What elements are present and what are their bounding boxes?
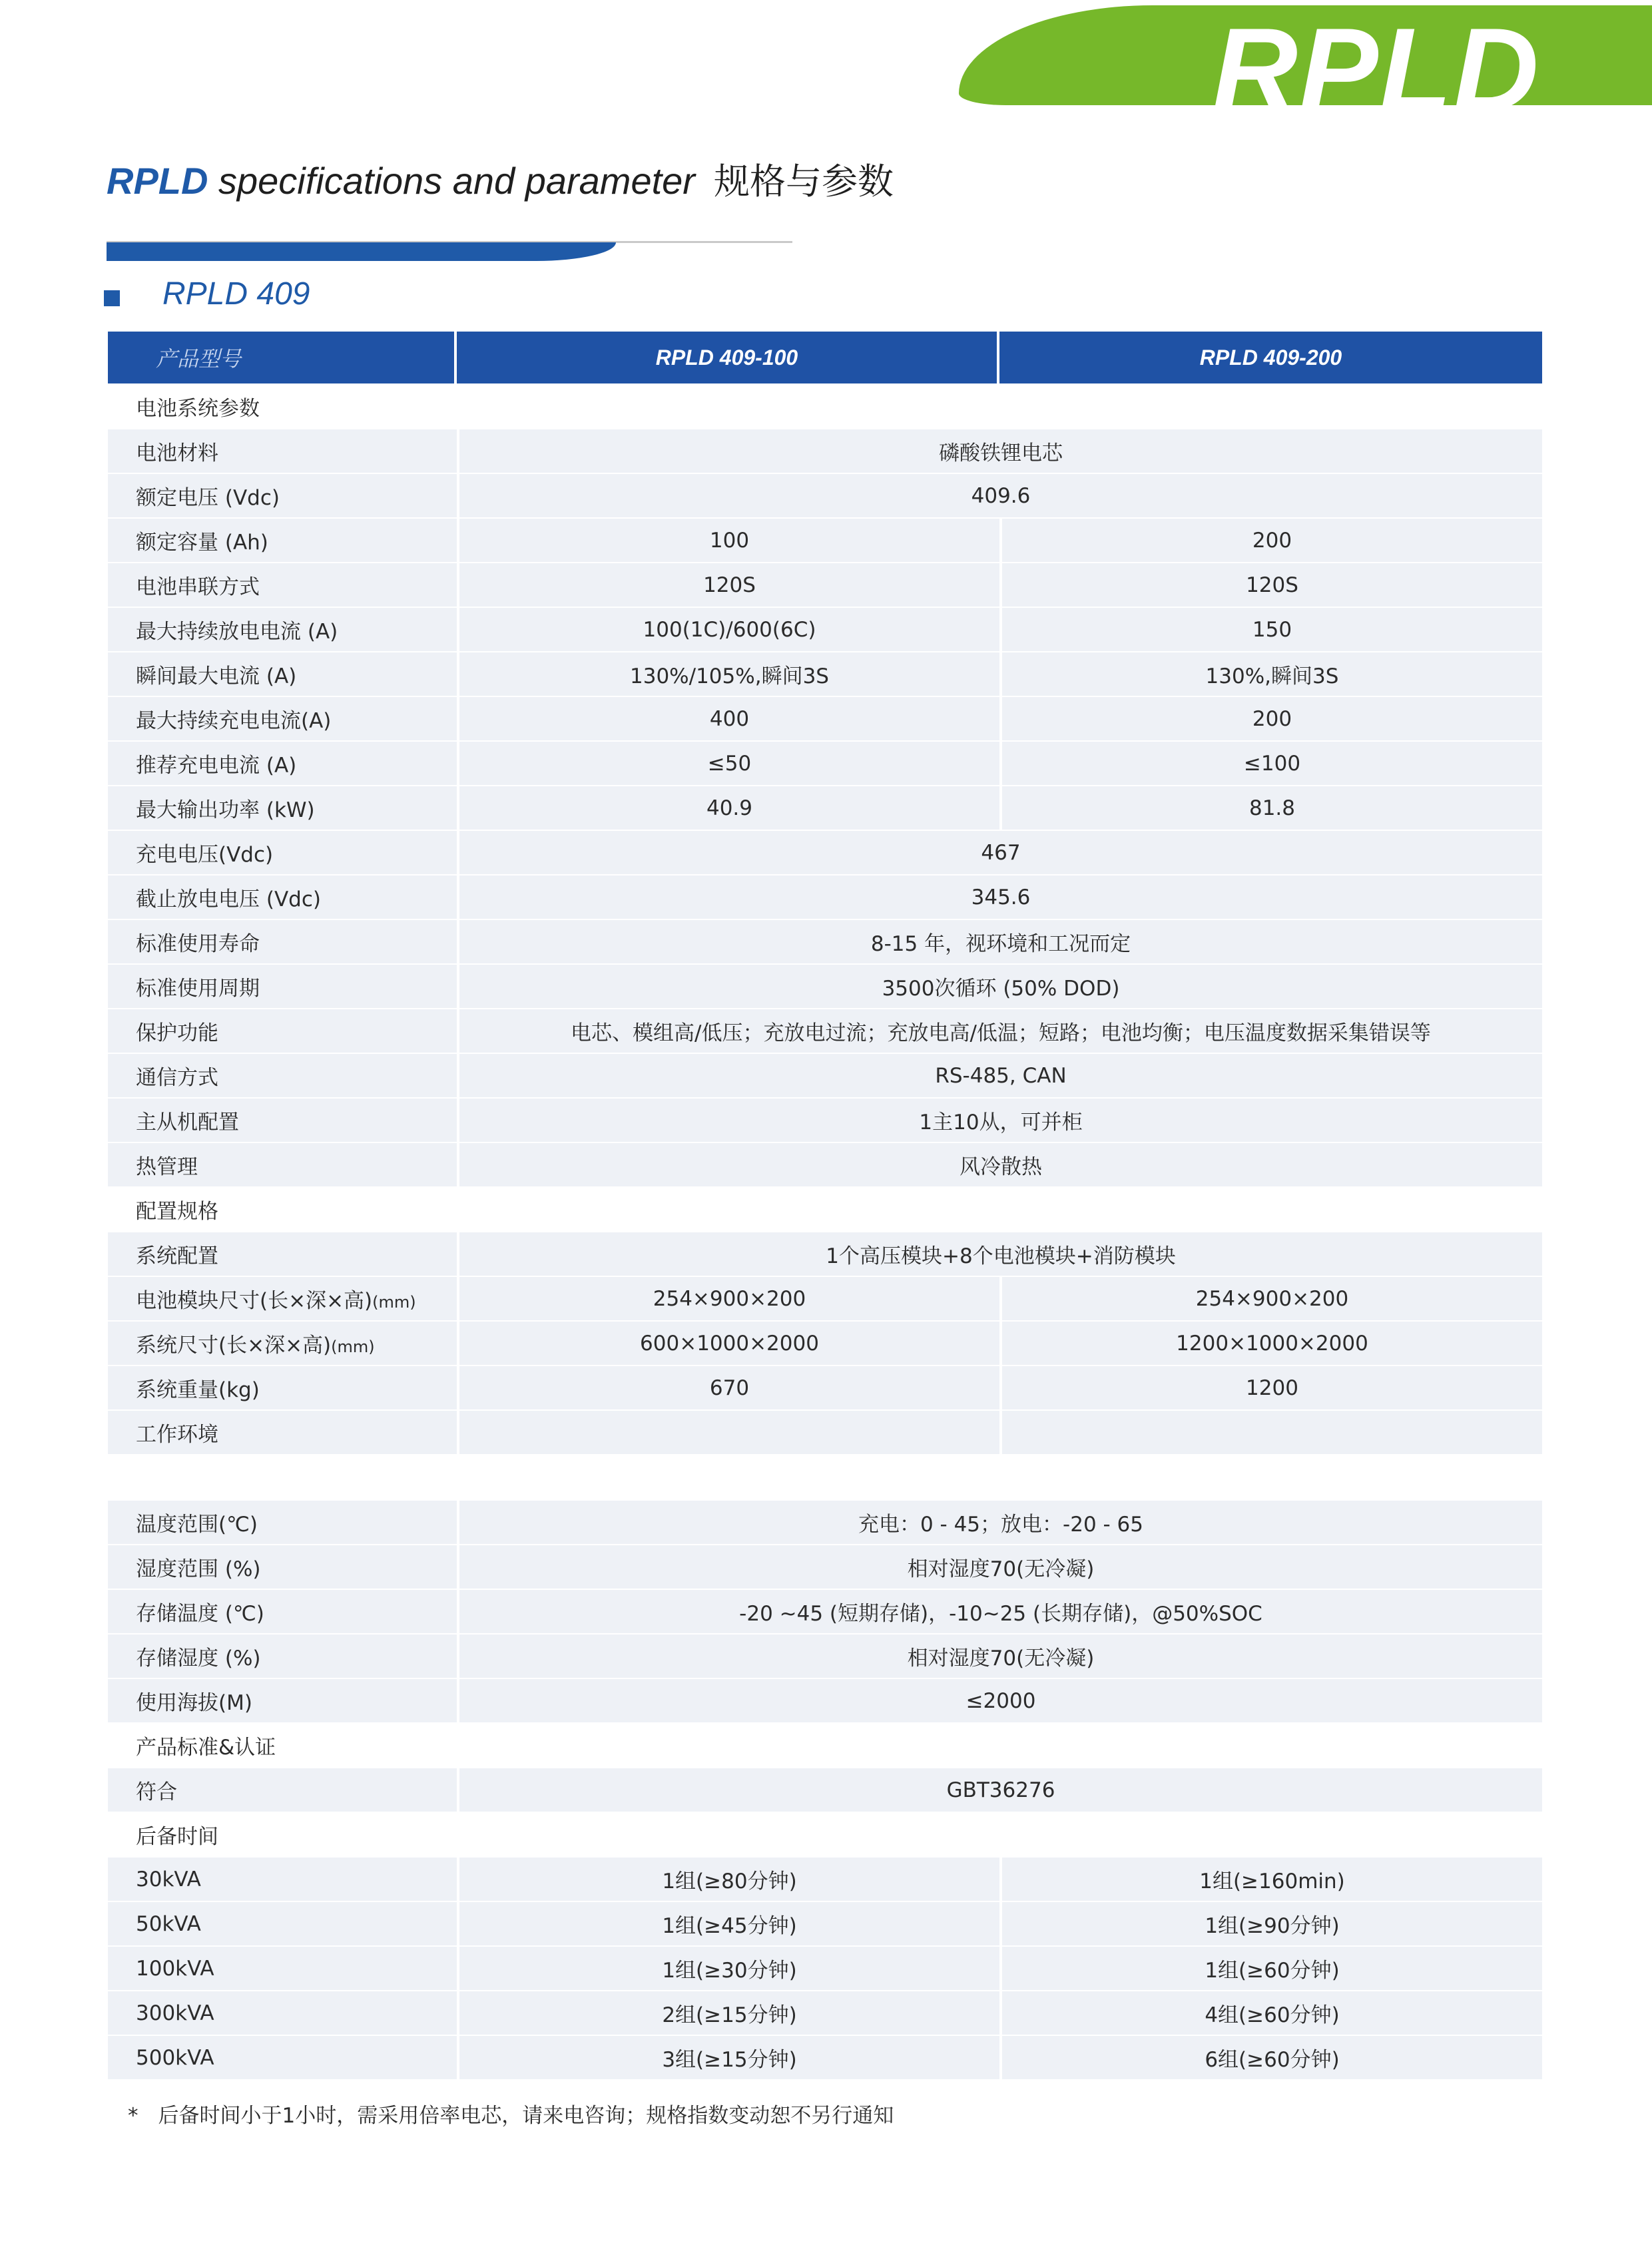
table-header-row (108, 332, 1542, 385)
table-row (108, 1322, 1542, 1366)
row-label-text: 电池串联方式 (136, 575, 260, 599)
row-label (108, 563, 457, 608)
table-row (108, 875, 1542, 920)
table-row (108, 1902, 1542, 1947)
footnote-text: 后备时间小于1小时，需采用倍率电芯，请来电咨询；规格指数变动恕不另行通知 (158, 2104, 894, 2128)
table-row (108, 1232, 1542, 1277)
table-row (108, 1099, 1542, 1143)
header-model-409-200: RPLD 409-200 (999, 332, 1542, 385)
row-value-409-100: 1组(≥80分钟) (457, 1858, 999, 1902)
row-value-409-100: 100(1C)/600(6C) (457, 608, 999, 652)
row-value-409-200: ≤100 (999, 742, 1542, 786)
model-label: RPLD 409 (162, 276, 310, 312)
row-label: 标准使用周期 (108, 965, 457, 1009)
row-value-409-200: 81.8 (999, 786, 1542, 831)
row-value: RS-485, CAN (457, 1054, 1542, 1099)
table-section-row (108, 1813, 1542, 1858)
row-label: 截止放电电压 (Vdc) (108, 875, 457, 920)
row-value: 409.6 (457, 474, 1542, 519)
row-label (108, 697, 457, 742)
table-row (108, 1679, 1542, 1724)
brand-tab-text: RPLD (1212, 3, 1540, 136)
table-row (108, 1009, 1542, 1054)
row-label-text: 50kVA (136, 1911, 201, 1936)
row-value: 3500次循环 (50% DOD) (457, 965, 1542, 1009)
row-label: 标准使用寿命 (108, 920, 457, 965)
row-label-text: 100kVA (136, 1956, 214, 1981)
row-label (108, 1322, 457, 1366)
row-value: 467 (457, 831, 1542, 875)
row-label: 存储温度 (℃) (108, 1590, 457, 1634)
header-product-model: 产品型号 (108, 332, 457, 385)
row-value-409-100: 130%/105%,瞬间3S (457, 652, 999, 697)
row-label: 符合 (108, 1768, 457, 1813)
row-value-409-100: 40.9 (457, 786, 999, 831)
row-value: 磷酸铁锂电芯 (457, 429, 1542, 474)
row-value-409-200 (999, 1411, 1542, 1455)
table-row (108, 786, 1542, 831)
row-label: 存储湿度 (%) (108, 1634, 457, 1679)
page-title (107, 153, 894, 204)
table-row (108, 1545, 1542, 1590)
table-row (108, 1590, 1542, 1634)
table-row (108, 965, 1542, 1009)
row-value-409-100: 670 (457, 1366, 999, 1411)
row-value-409-100 (457, 1411, 999, 1455)
row-label-text: 额定容量 (Ah) (136, 531, 268, 555)
table-row (108, 1411, 1542, 1455)
row-label: 系统配置 (108, 1232, 457, 1277)
header-model-409-100: RPLD 409-100 (457, 332, 999, 385)
row-value: 相对湿度70(无冷凝) (457, 1634, 1542, 1679)
row-label-text: 系统尺寸(长×深×高) (136, 1334, 332, 1358)
row-value: 电芯、模组高/低压；充放电过流；充放电高/低温；短路；电池均衡；电压温度数据采集错误等 (457, 1009, 1542, 1054)
row-label (108, 608, 457, 652)
table-row (108, 1501, 1542, 1545)
row-label-text: 500kVA (136, 2045, 214, 2070)
row-label: 保护功能 (108, 1009, 457, 1054)
row-label (108, 1277, 457, 1322)
row-value-409-200: 120S (999, 563, 1542, 608)
section-label: 配置规格 (108, 1188, 1542, 1232)
section-label: 产品标准&认证 (108, 1724, 1542, 1768)
table-row (108, 563, 1542, 608)
row-label: 充电电压(Vdc) (108, 831, 457, 875)
table-row (108, 608, 1542, 652)
row-value: 相对湿度70(无冷凝) (457, 1545, 1542, 1590)
table-row (108, 1858, 1542, 1902)
row-label: 电池材料 (108, 429, 457, 474)
row-value-409-100: 2组(≥15分钟) (457, 1991, 999, 2036)
row-label: 使用海拔(M) (108, 1679, 457, 1724)
page-title-chinese: 规格与参数 (713, 160, 894, 202)
table-section-row (108, 385, 1542, 429)
row-value: -20 ~45 (短期存储)，-10~25 (长期存储)，@50%SOC (457, 1590, 1542, 1634)
section-label: 后备时间 (108, 1813, 1542, 1858)
row-label: 主从机配置 (108, 1099, 457, 1143)
bullet-square-icon (104, 290, 120, 306)
row-value-409-200: 1组(≥60分钟) (999, 1947, 1542, 1991)
row-label (108, 786, 457, 831)
row-label-unit: (mm) (372, 1293, 416, 1312)
table-row (108, 742, 1542, 786)
row-label (108, 2036, 457, 2081)
row-label (108, 742, 457, 786)
row-label: 热管理 (108, 1143, 457, 1188)
row-label (108, 519, 457, 563)
row-value-409-200: 200 (999, 697, 1542, 742)
table-row (108, 2036, 1542, 2081)
table-row (108, 697, 1542, 742)
row-value-409-200: 254×900×200 (999, 1277, 1542, 1322)
row-value: 风冷散热 (457, 1143, 1542, 1188)
row-value-409-200: 6组(≥60分钟) (999, 2036, 1542, 2081)
row-value-409-200: 1200×1000×2000 (999, 1322, 1542, 1366)
row-value-409-100: 3组(≥15分钟) (457, 2036, 999, 2081)
row-value: 8-15 年，视环境和工况而定 (457, 920, 1542, 965)
row-value-409-200: 1200 (999, 1366, 1542, 1411)
row-value-409-100: 254×900×200 (457, 1277, 999, 1322)
title-accent-bar (107, 242, 616, 261)
row-label-unit: (mm) (331, 1338, 375, 1356)
row-value: ≤2000 (457, 1679, 1542, 1724)
table-row (108, 474, 1542, 519)
table-row (108, 1277, 1542, 1322)
row-label: 湿度范围 (%) (108, 1545, 457, 1590)
brand-tab (959, 3, 1652, 136)
spec-table-body (108, 385, 1542, 2081)
row-value-409-100: 120S (457, 563, 999, 608)
row-value-409-100: ≤50 (457, 742, 999, 786)
row-label (108, 1411, 457, 1455)
page-title-english: specifications and parameter (208, 160, 695, 202)
footnote (128, 2099, 894, 2128)
row-value-409-200: 1组(≥160min) (999, 1858, 1542, 1902)
row-label (108, 652, 457, 697)
row-label-text: 工作环境 (136, 1423, 218, 1447)
row-label-text: 最大持续放电电流 (A) (136, 620, 338, 644)
row-label: 额定电压 (Vdc) (108, 474, 457, 519)
row-value: 充电：0 - 45；放电：-20 - 65 (457, 1501, 1542, 1545)
row-value: 1个高压模块+8个电池模块+消防模块 (457, 1232, 1542, 1277)
table-row (108, 1947, 1542, 1991)
table-row (108, 1054, 1542, 1099)
row-value-409-200: 150 (999, 608, 1542, 652)
row-label-text: 最大输出功率 (kW) (136, 798, 315, 822)
row-value-409-100: 1组(≥45分钟) (457, 1902, 999, 1947)
table-section-row (108, 1188, 1542, 1232)
row-value-409-200: 200 (999, 519, 1542, 563)
row-value-409-200: 4组(≥60分钟) (999, 1991, 1542, 2036)
row-value: 1主10从，可并柜 (457, 1099, 1542, 1143)
row-label-text: 瞬间最大电流 (A) (136, 664, 297, 688)
row-label: 温度范围(℃) (108, 1501, 457, 1545)
table-row (108, 429, 1542, 474)
table-row (108, 1366, 1542, 1411)
row-label-text: 推荐充电电流 (A) (136, 754, 297, 778)
spacer-cell (108, 1455, 1542, 1501)
row-label-text: 300kVA (136, 2001, 214, 2025)
table-spacer-row (108, 1455, 1542, 1501)
table-section-row (108, 1724, 1542, 1768)
spec-table (108, 332, 1542, 2081)
table-row (108, 1991, 1542, 2036)
row-value-409-100: 400 (457, 697, 999, 742)
row-label (108, 1902, 457, 1947)
row-label (108, 1947, 457, 1991)
table-row (108, 1634, 1542, 1679)
row-label-text: 电池模块尺寸(长×深×高) (136, 1289, 373, 1313)
row-value-409-100: 1组(≥30分钟) (457, 1947, 999, 1991)
section-label: 电池系统参数 (108, 385, 1542, 429)
row-value-409-200: 1组(≥90分钟) (999, 1902, 1542, 1947)
row-label: 通信方式 (108, 1054, 457, 1099)
row-label-text: 30kVA (136, 1867, 201, 1891)
row-value: 345.6 (457, 875, 1542, 920)
row-value-409-100: 100 (457, 519, 999, 563)
table-row (108, 831, 1542, 875)
row-label-text: 系统重量(kg) (136, 1378, 260, 1402)
row-label-text: 最大持续充电电流(A) (136, 709, 332, 733)
page-title-highlight: RPLD (107, 160, 208, 202)
row-label (108, 1858, 457, 1902)
row-label (108, 1991, 457, 2036)
table-row (108, 920, 1542, 965)
table-row (108, 1768, 1542, 1813)
row-value-409-100: 600×1000×2000 (457, 1322, 999, 1366)
table-row (108, 1143, 1542, 1188)
footnote-mark: * (128, 2104, 138, 2128)
row-value-409-200: 130%,瞬间3S (999, 652, 1542, 697)
table-row (108, 652, 1542, 697)
table-row (108, 519, 1542, 563)
row-label (108, 1366, 457, 1411)
row-value: GBT36276 (457, 1768, 1542, 1813)
